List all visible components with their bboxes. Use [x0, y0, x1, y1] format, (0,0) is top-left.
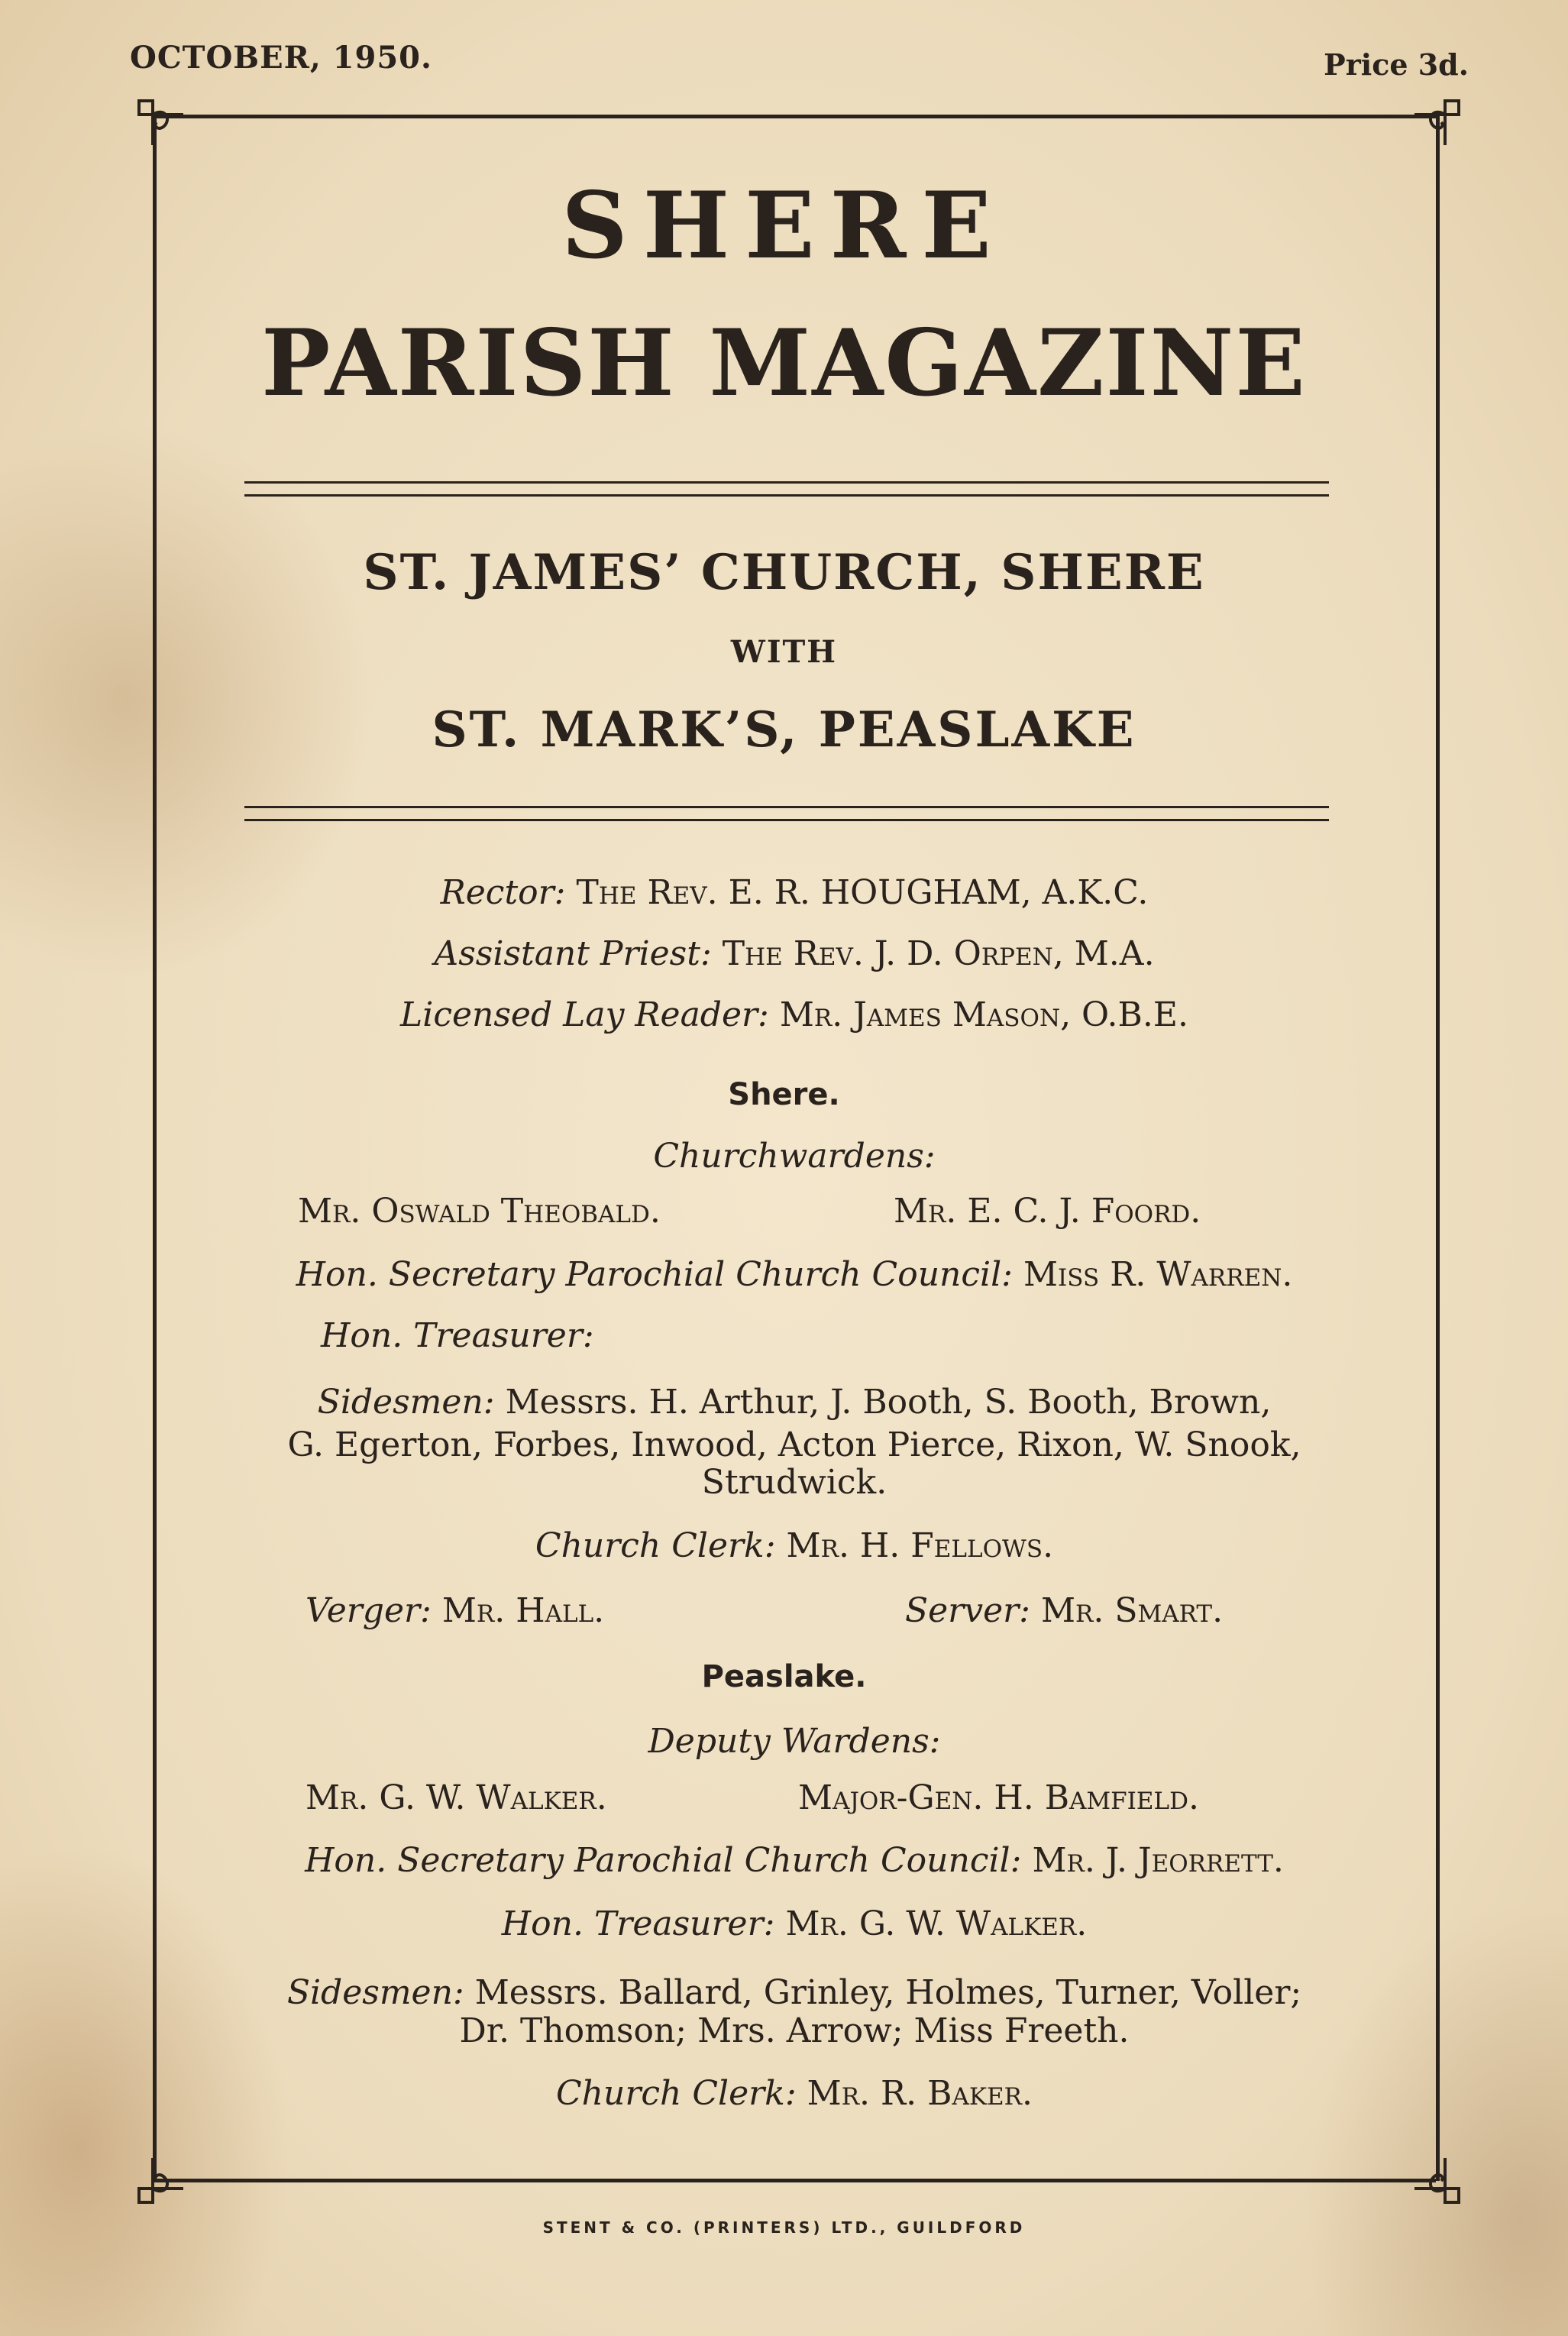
sidesmen-names: Messrs. H. Arthur, J. Booth, S. Booth, Brown, [505, 1383, 1272, 1422]
section-heading-shere: Shere. [728, 1077, 840, 1112]
peaslake-treasurer-line [214, 1904, 1375, 1943]
rector-line [214, 873, 1375, 912]
assistant-priest-line [214, 934, 1375, 973]
secretary-name: Mr. J. Jeorrett. [1032, 1841, 1284, 1880]
section-heading-peaslake: Peaslake. [701, 1659, 867, 1694]
reader-name: Mr. James Mason, O.B.E. [779, 995, 1188, 1034]
churchwardens-label: Churchwardens: [653, 1137, 936, 1176]
price: Price 3d. [1324, 47, 1469, 82]
churchwarden-2: Mr. E. C. J. Foord. [894, 1192, 1201, 1231]
assistant-name: The Rev. J. D. Orpen, M.A. [722, 934, 1155, 973]
deputy-warden-2: Major-Gen. H. Bamfield. [798, 1778, 1199, 1817]
clerk-name: Mr. H. Fellows. [786, 1526, 1054, 1565]
peaslake-sidesmen-line-1 [214, 1973, 1375, 2012]
deputy-wardens-label: Deputy Wardens: [648, 1722, 941, 1761]
server-label: Server: [905, 1591, 1030, 1630]
shere-treasurer-label: Hon. Treasurer: [321, 1316, 594, 1355]
verger-label: Verger: [306, 1591, 432, 1630]
sidesmen-names: Messrs. Ballard, Grinley, Holmes, Turner, Voller; [474, 1973, 1302, 2012]
corner-ornament-icon [130, 92, 191, 153]
double-rule-divider [244, 806, 1329, 821]
frame-top-border [153, 115, 1436, 118]
shere-secretary-line [214, 1255, 1375, 1294]
deputy-warden-1: Mr. G. W. Walker. [306, 1778, 607, 1817]
shere-sidesmen-line-1 [214, 1383, 1375, 1422]
secretary-label: Hon. Secretary Parochial Church Council: [305, 1841, 1022, 1880]
frame-right-border [1436, 115, 1440, 2181]
corner-ornament-icon [1407, 92, 1468, 153]
peaslake-clerk-line [214, 2074, 1375, 2113]
with-label: WITH [730, 634, 838, 670]
frame-bottom-border [153, 2179, 1436, 2182]
issue-date: OCTOBER, 1950. [130, 40, 432, 76]
secretary-label: Hon. Secretary Parochial Church Council: [296, 1255, 1013, 1294]
clerk-name: Mr. R. Baker. [807, 2074, 1033, 2113]
assistant-label: Assistant Priest: [434, 934, 712, 973]
church-peaslake-title: ST. MARK’S, PEASLAKE [432, 701, 1136, 759]
rector-label: Rector: [440, 873, 566, 912]
corner-ornament-icon [130, 2150, 191, 2211]
clerk-label: Church Clerk: [535, 1526, 776, 1565]
sidesmen-label: Sidesmen: [286, 1973, 464, 2012]
server-line [905, 1591, 1223, 1630]
shere-clerk-line [214, 1526, 1375, 1565]
printer-credit: STENT & CO. (PRINTERS) LTD., GUILDFORD [542, 2218, 1026, 2237]
corner-ornament-icon [1407, 2150, 1468, 2211]
reader-label: Licensed Lay Reader: [400, 995, 769, 1034]
sidesmen-label: Sidesmen: [317, 1383, 495, 1422]
rector-name: The Rev. E. R. HOUGHAM, A.K.C. [576, 873, 1149, 912]
double-rule-divider [244, 481, 1329, 497]
shere-sidesmen-line-2: G. Egerton, Forbes, Inwood, Acton Pierce, Rixon, W. Snook, [287, 1425, 1301, 1464]
church-shere-title: ST. JAMES’ CHURCH, SHERE [363, 544, 1205, 601]
title-parish-magazine: PARISH MAGAZINE [261, 309, 1307, 417]
lay-reader-line [214, 995, 1375, 1034]
title-shere: SHERE [561, 172, 1007, 280]
shere-sidesmen-line-3: Strudwick. [701, 1463, 887, 1502]
verger-line [306, 1591, 604, 1630]
server-name: Mr. Smart. [1040, 1591, 1224, 1630]
secretary-name: Miss R. Warren. [1023, 1255, 1293, 1294]
treasurer-label: Hon. Treasurer: [501, 1904, 775, 1943]
peaslake-secretary-line [214, 1841, 1375, 1880]
peaslake-sidesmen-line-2: Dr. Thomson; Mrs. Arrow; Miss Freeth. [459, 2011, 1130, 2050]
verger-name: Mr. Hall. [441, 1591, 605, 1630]
clerk-label: Church Clerk: [556, 2074, 797, 2113]
treasurer-name: Mr. G. W. Walker. [785, 1904, 1088, 1943]
frame-left-border [153, 115, 157, 2181]
churchwarden-1: Mr. Oswald Theobald. [298, 1192, 661, 1231]
